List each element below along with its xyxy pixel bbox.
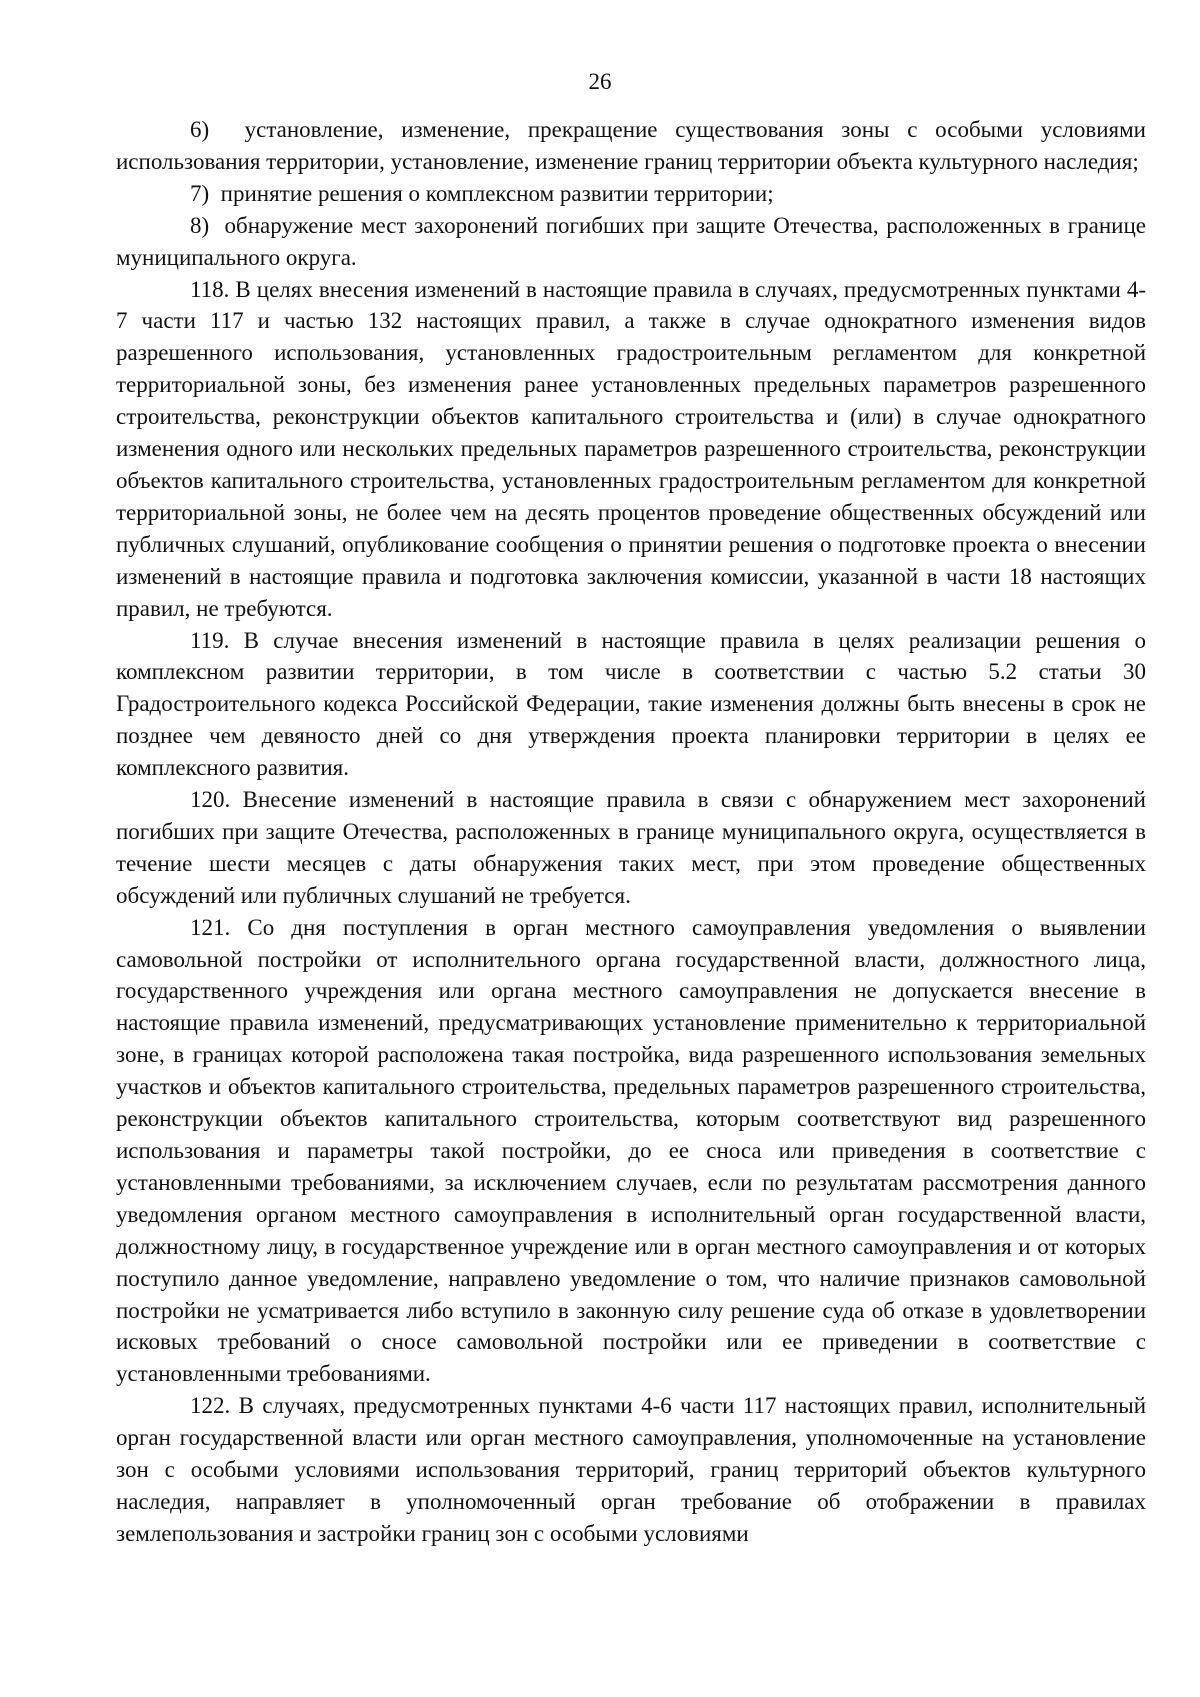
document-body	[116, 114, 1146, 1550]
paragraph-121: 121. Со дня поступления в орган местного самоуправления уведомления о выявлении самовольной постройки от исполнительного органа государственной власти, должностного лица, государственного учреждения или органа местного самоуправления не допускается внесение в настоящие правила изменений, предусматривающих установление применительно к территориальной зоне, в границах которой расположена такая постройка, вида разрешенного использования земельных участков и объектов капитального строительства, предельных параметров разрешенного строительства, реконструкции объектов капитального строительства, которым соответствуют вид разрешенного использования и параметры такой постройки, до ее сноса или приведения в соответствие с установленными требованиями, за исключением случаев, если по результатам рассмотрения данного уведомления органом местного самоуправления в исполнительный орган государственной власти, должностному лицу, в государственное учреждение или в орган местного самоуправления и от которых поступило данное уведомление, направлено уведомление о том, что наличие признаков самовольной постройки не усматривается либо вступило в законную силу решение суда об отказе в удовлетворении исковых требований о сносе самовольной постройки или ее приведении в соответствие с установленными требованиями.	[116, 914, 1146, 1387]
paragraph-118: 118. В целях внесения изменений в настоящие правила в случаях, предусмотренных пунктами 4-7 части 117 и частью 132 настоящих правил, а также в случае однократного изменения видов разрешенного использования, установленных градостроительным регламентом для конкретной территориальной зоны, без изменения ранее установленных предельных параметров разрешенного строительства, реконструкции объектов капитального строительства и (или) в случае однократного изменения одного или нескольких предельных параметров разрешенного строительства, реконструкции объектов капитального строительства, установленных градостроительным регламентом для конкретной территориальной зоны, не более чем на десять процентов проведение общественных обсуждений или публичных слушаний, опубликование сообщения о принятии решения о подготовке проекта о внесении изменений в настоящие правила и подготовка заключения комиссии, указанной в части 18 настоящих правил, не требуются.	[116, 276, 1146, 621]
page-number: 26	[588, 69, 612, 94]
paragraph-120: 120. Внесение изменений в настоящие правила в связи с обнаружением мест захоронений погибших при защите Отечества, расположенных в границе муниципального округа, осуществляется в течение шести месяцев с даты обнаружения таких мест, при этом проведение общественных обсуждений или публичных слушаний не требуется.	[116, 787, 1146, 908]
paragraph-item-8: 8) обнаружение мест захоронений погибших при защите Отечества, расположенных в границе муниципального округа.	[116, 212, 1146, 270]
paragraph-119: 119. В случае внесения изменений в настоящие правила в целях реализации решения о комплексном развитии территории, в том числе в соответствии с частью 5.2 статьи 30 Градостроительного кодекса Российской Федерации, такие изменения должны быть внесены в срок не позднее чем девяносто дней со дня утверждения проекта планировки территории в целях ее комплексного развития.	[116, 627, 1146, 781]
paragraph-item-6: 6) установление, изменение, прекращение существования зоны с особыми условиями использования территории, установление, изменение границ территории объекта культурного наследия;	[116, 117, 1146, 174]
paragraph-122: 122. В случаях, предусмотренных пунктами 4-6 части 117 настоящих правил, исполнительный орган государственной власти или орган местного самоуправления, уполномоченные на установление зон с особыми условиями использования территорий, границ территорий объектов культурного наследия, направляет в уполномоченный орган требование об отображении в правилах землепользования и застройки границ зон с особыми условиями	[116, 1393, 1146, 1546]
paragraph-item-7: 7) принятие решения о комплексном развитии территории;	[190, 180, 774, 206]
